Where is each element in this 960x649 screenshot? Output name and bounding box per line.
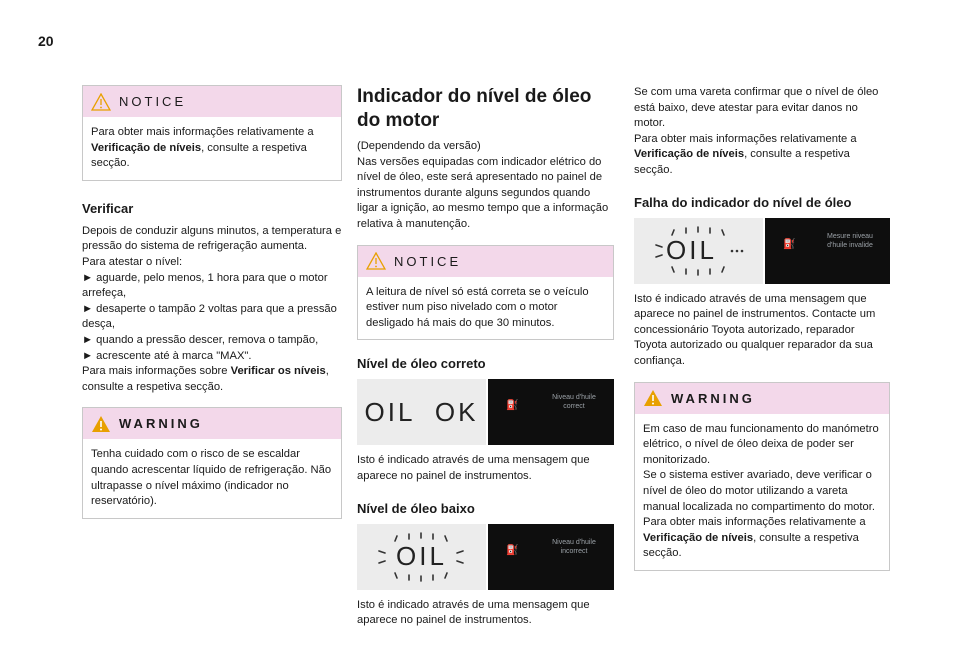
notice-title: NOTICE xyxy=(394,253,462,269)
column-3 xyxy=(634,85,890,579)
oil-ok-message-screen xyxy=(488,379,614,445)
fail-caption: Isto é indicado através de uma mensagem que aparece no painel de instrumentos. Contacte um concessionário Toyota autorizado, reparador Toyota autorizado ou qualquer reparador da sua confiança. xyxy=(634,292,876,367)
warning-header xyxy=(83,408,341,439)
section-heading: Indicador do nível de óleo do motor xyxy=(357,86,592,131)
warning-box xyxy=(634,382,890,571)
oil-fail-text: OIL xyxy=(666,235,717,266)
notice-text-end: , consulte a respetiva secção. xyxy=(91,141,307,170)
warning-text: Se o sistema estiver avariado, deve verificar o nível de óleo do motor utilizando a vareta manual localizada no compartimento do motor. xyxy=(643,469,875,513)
notice-body xyxy=(83,117,341,180)
warning-body xyxy=(635,414,889,570)
warning-header xyxy=(635,383,889,414)
verificar-line: ► quando a pressão descer, remova o tampão, xyxy=(82,333,319,346)
warning-more-text: Para obter mais informações relativamente a xyxy=(643,516,866,529)
verificar-more-end: , consulte a respetiva secção. xyxy=(82,365,329,393)
correct-heading: Nível de óleo correto xyxy=(357,356,486,372)
more-info-end: , consulte a respetiva secção. xyxy=(634,148,850,176)
oil-low-message: Niveau d'huile incorrect xyxy=(552,538,596,555)
intro-version: (Dependendo da versão) xyxy=(357,140,481,152)
warning-title: WARNING xyxy=(119,416,203,432)
more-info-text: Para obter mais informações relativamente a xyxy=(634,132,857,145)
verificar-line: Depois de conduzir alguns minutos, a temperatura e pressão do sistema de refrigeração aumenta. xyxy=(82,224,342,253)
intro-text: Nas versões equipadas com indicador elétrico do nível de óleo, este será apresentado no painel de instrumentos durante alguns segundos quando ligar a ignição, ao mesmo tempo que a informação relativa à manutenção. xyxy=(357,155,609,230)
fail-heading: Falha do indicador do nível de óleo xyxy=(634,194,852,210)
oil-ok-display xyxy=(357,379,486,445)
column-1 xyxy=(82,85,342,527)
verificar-more-link[interactable]: Verificar os níveis xyxy=(230,365,326,378)
page-number: 20 xyxy=(38,33,54,49)
oil-fail-display xyxy=(634,218,763,284)
low-heading: Nível de óleo baixo xyxy=(357,500,475,516)
oil-low-images xyxy=(357,524,614,590)
oil-ok-text: OIL OK xyxy=(364,396,479,427)
oil-ok-message: Niveau d'huile correct xyxy=(552,394,596,411)
verificar-more xyxy=(82,364,342,395)
notice-body: A leitura de nível só está correta se o veículo estiver num piso nivelado com o motor desligado há mais do que 30 minutos. xyxy=(366,285,589,329)
notice-box xyxy=(357,245,614,341)
warning-triangle-icon xyxy=(643,389,663,407)
low-caption: Isto é indicado através de uma mensagem que aparece no painel de instrumentos. xyxy=(357,598,590,627)
dipstick-text: Se com uma vareta confirmar que o nível de óleo está baixo, deve atestar para evitar danos no motor. xyxy=(634,86,879,130)
warning-text: Em caso de mau funcionamento do manómetro elétrico, o nível de óleo deixa de poder ser monitorizado. xyxy=(643,422,879,466)
warning-triangle-icon xyxy=(91,415,111,433)
warning-title: WARNING xyxy=(671,390,755,406)
warning-triangle-icon xyxy=(91,93,111,111)
warning-more-end: , consulte a respetiva secção. xyxy=(643,531,859,560)
warning-triangle-icon xyxy=(366,252,386,270)
column-2 xyxy=(357,85,614,629)
verificar-line: ► acrescente até à marca "MAX". xyxy=(82,349,252,362)
notice-header xyxy=(358,246,613,277)
more-info xyxy=(634,132,890,179)
oil-fail-message-screen xyxy=(765,218,890,284)
warning-box xyxy=(82,407,342,518)
notice-link[interactable]: Verificação de níveis xyxy=(91,141,202,154)
warning-more xyxy=(643,515,881,562)
oil-fail-images xyxy=(634,218,890,284)
verificar-line: ► aguarde, pelo menos, 1 hora para que o motor arrefeça, xyxy=(82,271,328,300)
verificar-line: ► desaperte o tampão 2 voltas para que a pressão desça, xyxy=(82,302,337,331)
more-info-link[interactable]: Verificação de níveis xyxy=(634,148,745,161)
notice-title: NOTICE xyxy=(119,94,187,109)
correct-caption: Isto é indicado através de uma mensagem que aparece no painel de instrumentos. xyxy=(357,454,590,482)
warning-body: Tenha cuidado com o risco de se escaldar quando acrescentar líquido de refrigeração. Não ultrapasse o nível máximo (indicador no reservatório). xyxy=(91,448,332,508)
oil-can-icon: ⛽ xyxy=(783,238,796,250)
oil-can-icon: ⛽ xyxy=(506,544,519,556)
verificar-heading: Verificar xyxy=(82,200,134,216)
notice-text: Para obter mais informações relativamente a xyxy=(91,126,314,138)
warning-more-link[interactable]: Verificação de níveis xyxy=(643,531,754,544)
oil-can-icon: ⛽ xyxy=(506,400,519,412)
verificar-line: Para atestar o nível: xyxy=(82,255,183,268)
notice-box xyxy=(82,85,342,181)
oil-low-message-screen xyxy=(488,524,614,590)
oil-low-display xyxy=(357,524,486,590)
oil-fail-message: Mesure niveau d'huile invalide xyxy=(827,232,873,249)
oil-low-text: OIL xyxy=(396,541,447,572)
verificar-more-text: Para mais informações sobre xyxy=(82,365,231,378)
notice-header xyxy=(83,86,341,117)
oil-ok-images xyxy=(357,379,614,445)
